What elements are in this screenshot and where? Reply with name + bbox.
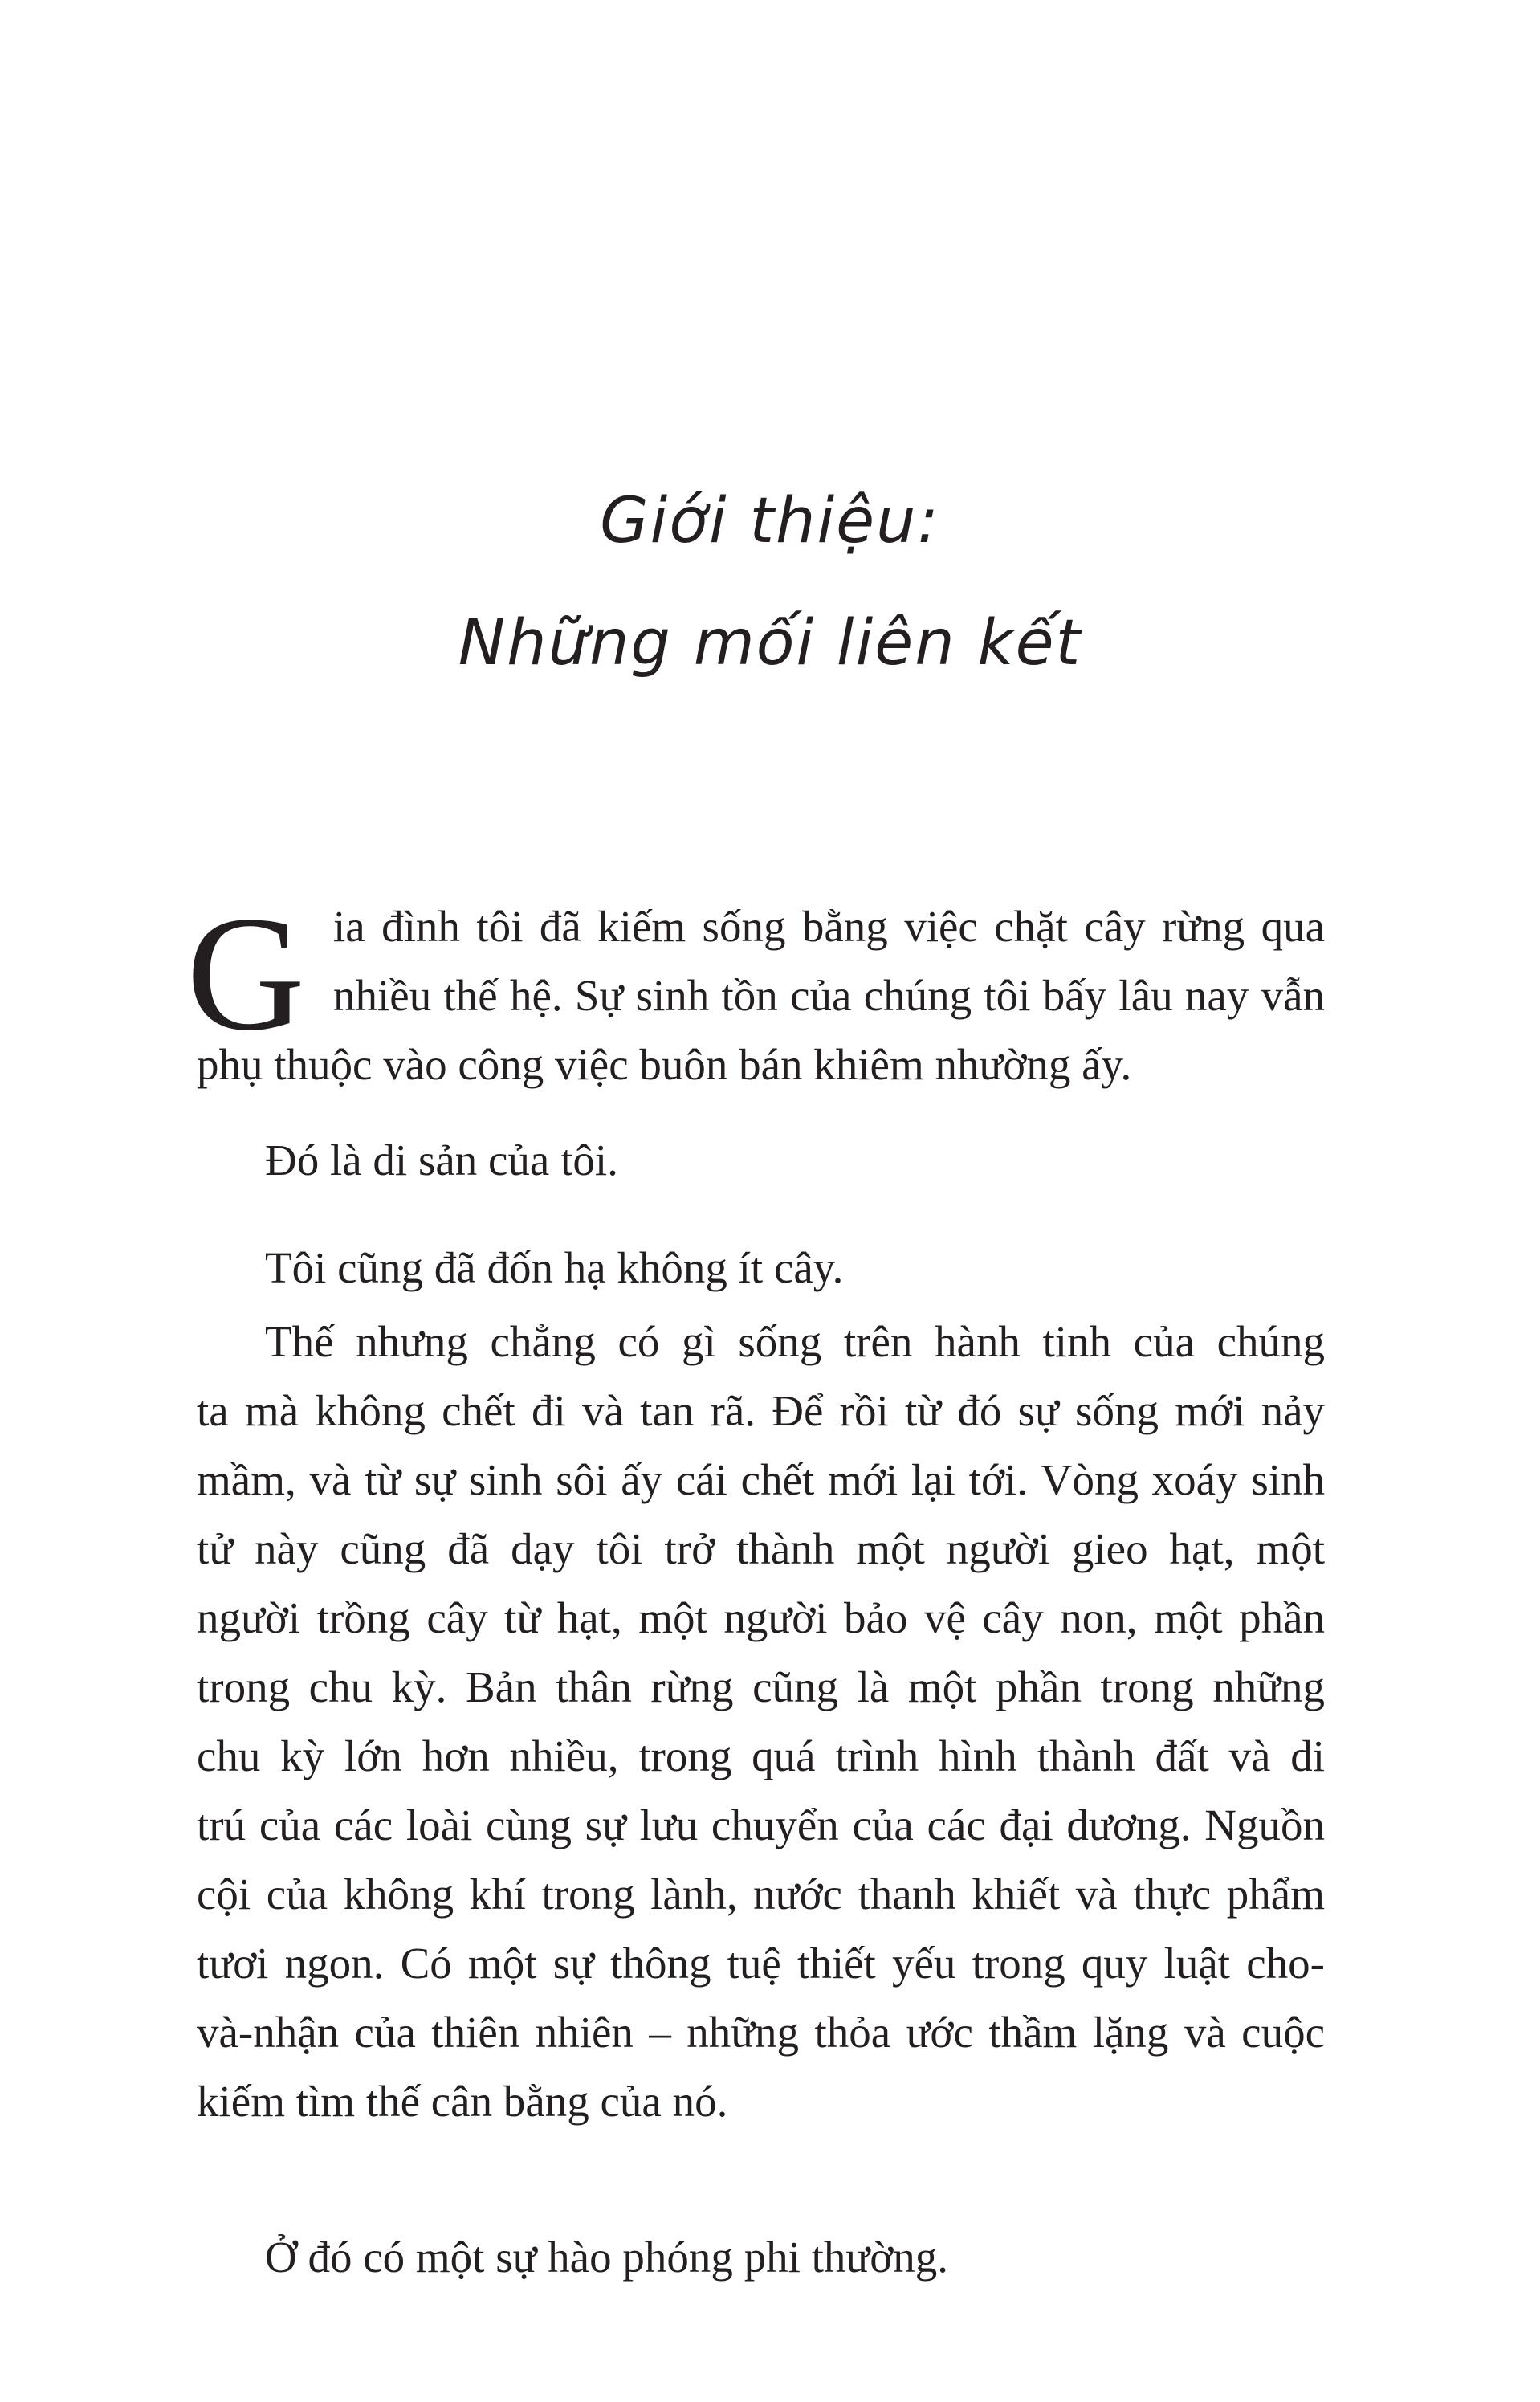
paragraph-1-line: ia đình tôi đã kiếm sống bằng việc chặt cây rừng qua bbox=[333, 902, 1325, 951]
paragraph-1-line: nhiều thế hệ. Sự sinh tồn của chúng tôi bấy lâu nay vẫn bbox=[333, 971, 1325, 1020]
paragraph-4-line: người trồng cây từ hạt, một người bảo vệ cây non, một phần bbox=[197, 1593, 1325, 1642]
paragraph-4-line: chu kỳ lớn hơn nhiều, trong quá trình hình thành đất và di bbox=[197, 1731, 1325, 1780]
paragraph-4-line: kiếm tìm thế cân bằng của nó. bbox=[197, 2077, 728, 2126]
paragraph-4-line: cội của không khí trong lành, nước thanh khiết và thực phẩm bbox=[197, 1870, 1325, 1919]
chapter-title-line-1: Giới thiệu: bbox=[600, 485, 940, 557]
paragraph-2: Đó là di sản của tôi. bbox=[265, 1136, 618, 1185]
paragraph-4 bbox=[197, 1307, 1325, 2136]
paragraph-1 bbox=[197, 892, 1325, 1099]
paragraph-4-line: Thế nhưng chẳng có gì sống trên hành tinh của chúng bbox=[265, 1317, 1325, 1366]
paragraph-4-line: và-nhận của thiên nhiên – những thỏa ước thầm lặng và cuộc bbox=[197, 2008, 1325, 2057]
drop-cap: G bbox=[186, 883, 306, 1065]
paragraph-5: Ở đó có một sự hào phóng phi thường. bbox=[265, 2233, 949, 2282]
paragraph-4-line: trong chu kỳ. Bản thân rừng cũng là một phần trong những bbox=[197, 1662, 1325, 1711]
paragraph-4-line: tươi ngon. Có một sự thông tuệ thiết yếu trong quy luật cho- bbox=[197, 1939, 1325, 1988]
paragraph-4-line: ta mà không chết đi và tan rã. Để rồi từ đó sự sống mới nảy bbox=[197, 1386, 1325, 1435]
chapter-title-line-2: Những mối liên kết bbox=[458, 607, 1082, 679]
paragraph-4-line: tử này cũng đã dạy tôi trở thành một người gieo hạt, một bbox=[197, 1524, 1325, 1573]
paragraph-4-line: trú của các loài cùng sự lưu chuyển của các đại dương. Nguồn bbox=[197, 1800, 1325, 1849]
paragraph-1-line: phụ thuộc vào công việc buôn bán khiêm nhường ấy. bbox=[197, 1040, 1132, 1089]
paragraph-4-line: mầm, và từ sự sinh sôi ấy cái chết mới lại tới. Vòng xoáy sinh bbox=[197, 1455, 1325, 1504]
paragraph-3: Tôi cũng đã đốn hạ không ít cây. bbox=[265, 1243, 844, 1292]
